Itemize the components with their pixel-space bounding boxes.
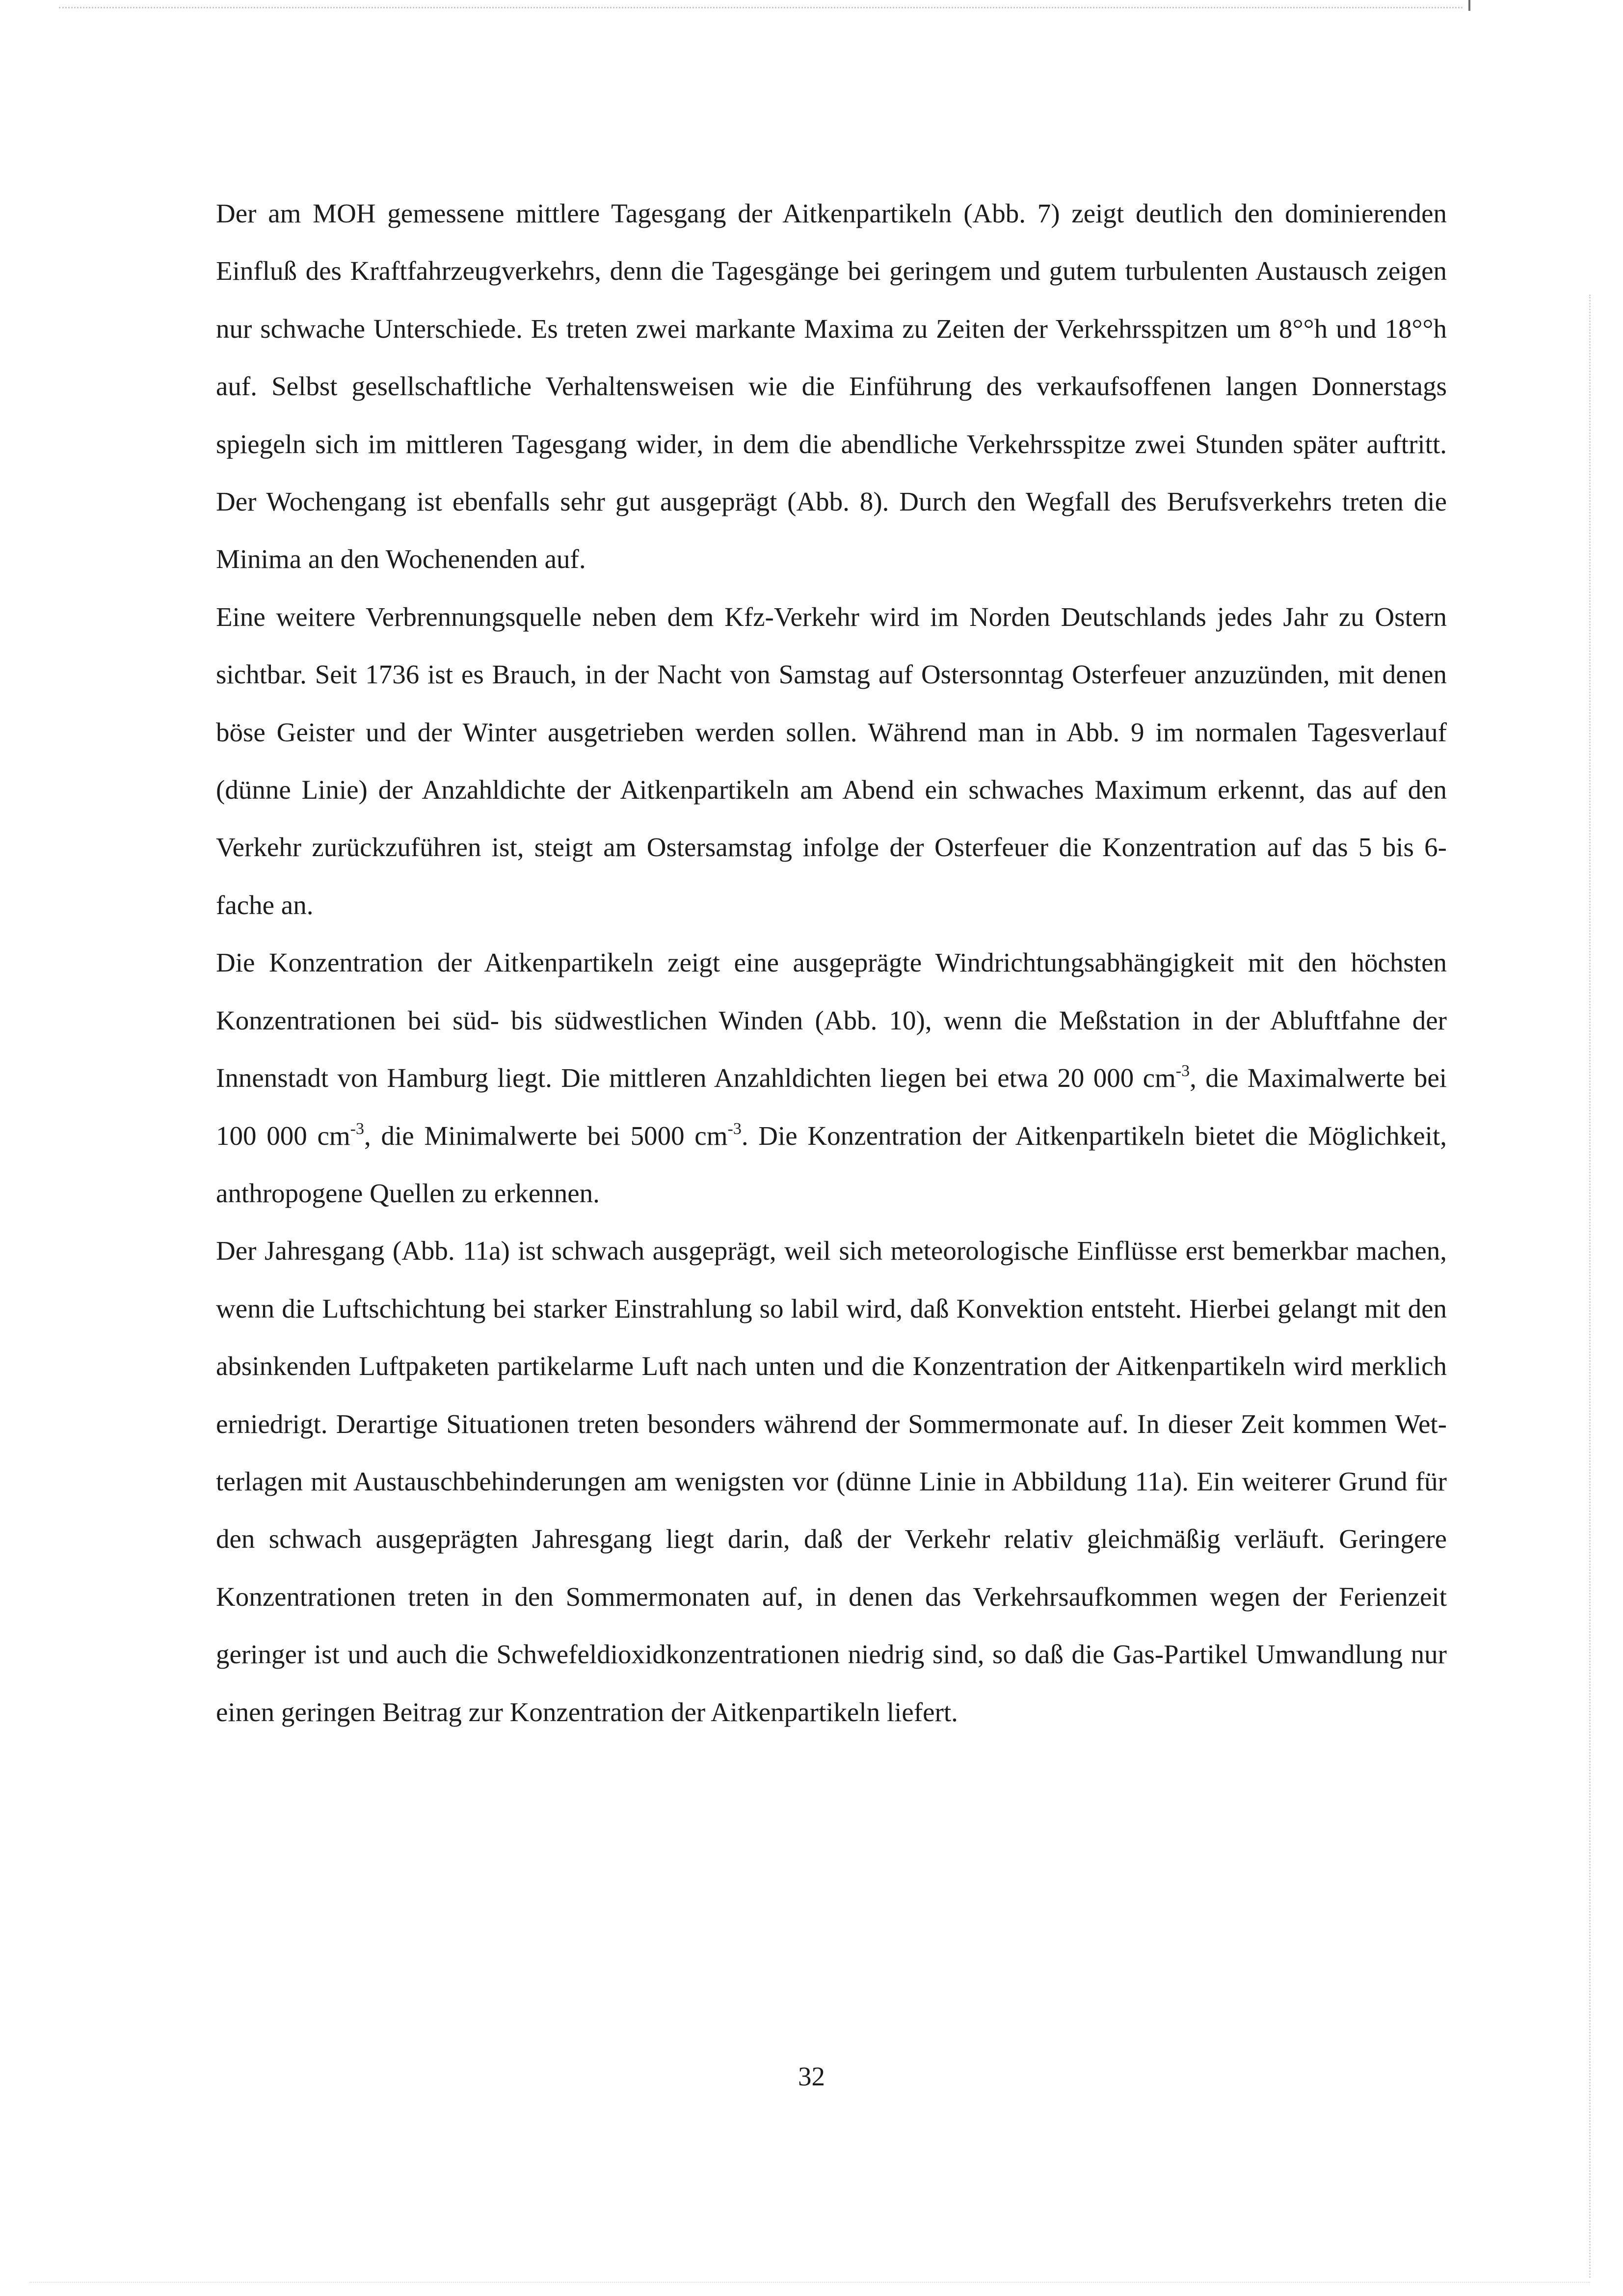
paragraph-osterfeuer: Eine weitere Verbrennungsquelle neben dem Kfz-Verkehr wird im Norden Deutschlands jedes Jahr zu Ostern sichtbar. Seit 1736 ist es Brauch, in der Nacht von Samstag auf Ostersonntag Osterfeuer anzuzünden, mit denen böse Geister und der Winter ausgetrieben werden sollen. Während man in Abb. 9 im normalen Tagesverlauf (dünne Linie) der Anzahldichte der Aitkenpartikeln am Abend ein schwaches Maximum erkennt, das auf den Verkehr zurückzuführen ist, steigt am Ostersamstag infolge der Osterfeuer die Konzentration auf das 5 bis 6-fache an. xyxy=(216,601,1447,920)
paragraph-jahresgang: Der Jahresgang (Abb. 11a) ist schwach ausgeprägt, weil sich meteorologische Einflüsse erst bemerkbar machen, wenn die Luftschichtung bei starker Einstrahlung so labil wird, daß Konvektion entsteht. Hierbei gelangt mit den absinkenden Luftpaketen partikelarme Luft nach unten und die Konzentration der Aitkenpartikeln wird merklich erniedrigt. Derartige Situationen treten besonders während der Sommermonate auf. In dieser Zeit kommen Wetterlagen mit Austauschbehinderungen am wenigsten vor (dünne Linie in Abbildung 11a). Ein weiterer Grund für den schwach ausgeprägten Jahresgang liegt darin, daß der Verkehr relativ gleichmäßig verläuft. Geringere Konzentrationen treten in den Sommermonaten auf, in denen das Verkehrsaufkommen wegen der Ferienzeit geringer ist und auch die Schwefeldioxidkonzentrationen niedrig sind, so daß die Gas-Partikel Umwandlung nur einen geringen Beitrag zur Konzentration der Aitkenpartikeln liefert. xyxy=(216,1236,1447,1727)
superscript: -3 xyxy=(727,1119,742,1138)
body-text xyxy=(216,185,1447,1741)
scan-artifact-top-line xyxy=(59,7,1463,8)
paragraph-text-part: . Die Konzentration der Aitkenpartikeln bietet die Möglichkeit, anthropogene Quellen zu erkennen. xyxy=(216,1120,1447,1208)
superscript: -3 xyxy=(350,1119,364,1138)
superscript: -3 xyxy=(1175,1062,1190,1080)
paragraph-text-part: Die Konzentration der Aitkenpartikeln zeigt eine ausgeprägte Windrichtungsabhängigkeit mit den höchsten Konzentrationen bei süd- bis südwestlichen Winden (Abb. 10), wenn die Meßstation in der Abluftfahne der Innenstadt von Hamburg liegt. Die mittleren Anzahldichten liegen bei etwa 20 000 cm xyxy=(216,947,1447,1093)
page-number: 32 xyxy=(798,2061,825,2091)
scan-artifact-right-line xyxy=(1589,295,1591,2278)
scan-artifact-bottom-line xyxy=(29,2282,1590,2283)
paragraph-windrichtung xyxy=(216,934,1447,1222)
scan-artifact-top-mark xyxy=(1468,0,1470,11)
paragraph-text-part: , die Minimalwerte bei 5000 cm xyxy=(364,1120,728,1151)
paragraph-tagesgang: Der am MOH gemessene mittlere Tagesgang der Aitkenpartikeln (Abb. 7) zeigt deutlich den dominierenden Einfluß des Kraftfahrzeugverkehrs, denn die Tagesgänge bei geringem und gutem turbulenten Austausch zeigen nur schwache Unterschiede. Es treten zwei markante Maxima zu Zeiten der Verkehrsspitzen um 8°°h und 18°°h auf. Selbst gesellschaftliche Verhaltensweisen wie die Einführung des verkaufsoffenen langen Donnerstags spiegeln sich im mittleren Tagesgang wider, in dem die abendliche Verkehrsspitze zwei Stunden später auftritt. Der Wochengang ist ebenfalls sehr gut ausgeprägt (Abb. 8). Durch den Wegfall des Berufsverkehrs treten die Minima an den Wochenenden auf. xyxy=(216,198,1447,574)
paragraph-text-part: , die Maximalwerte bei 100 000 cm xyxy=(216,1063,1447,1151)
